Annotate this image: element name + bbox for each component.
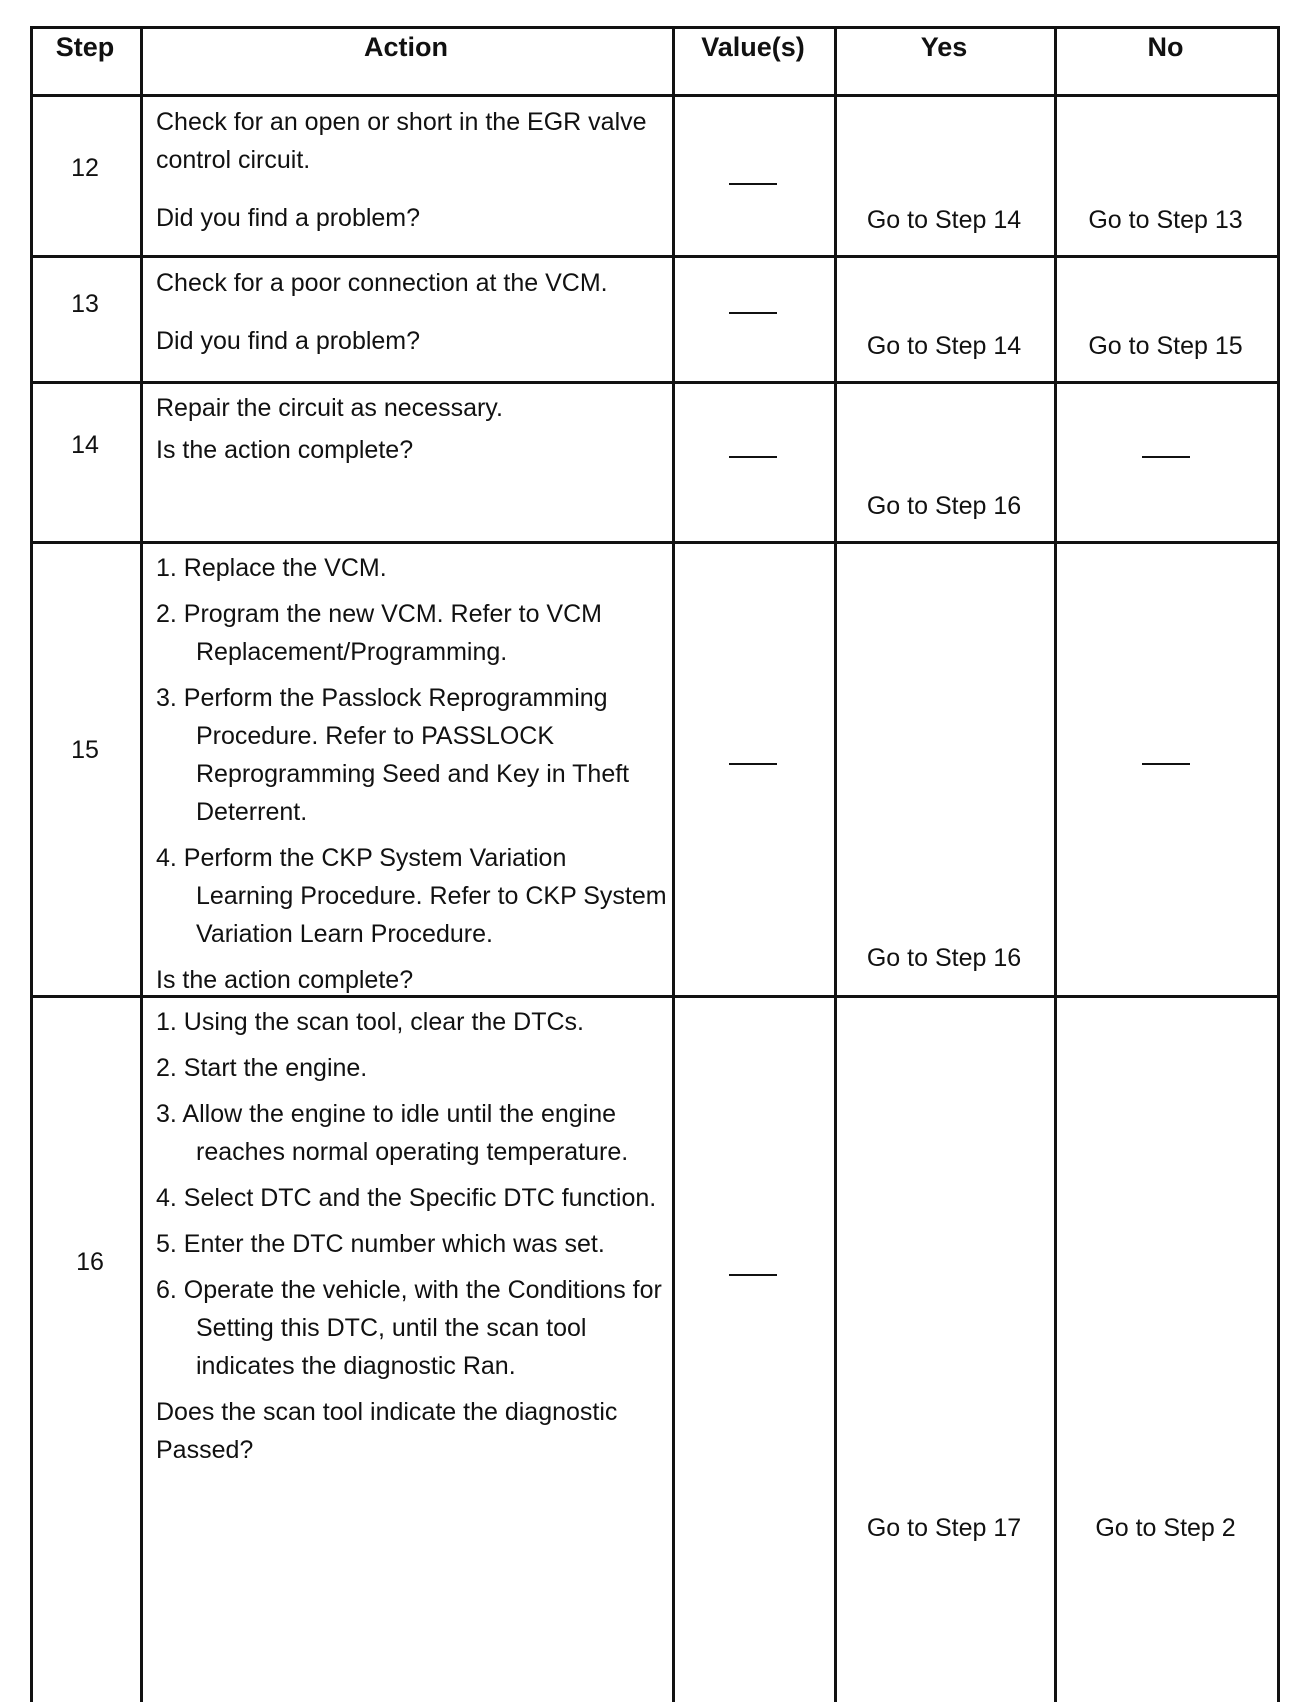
- action-text: Repair the circuit as necessary.: [156, 394, 503, 422]
- yes-goto: Go to Step 17: [866, 1514, 1022, 1542]
- action-question: Did you find a problem?: [156, 204, 421, 232]
- action-question: Is the action complete?: [156, 436, 414, 464]
- row-13-bottom-border: [30, 381, 1280, 384]
- column-divider-action: [672, 26, 675, 1702]
- header-yes: Yes: [920, 32, 968, 62]
- step-number: 13: [71, 290, 99, 318]
- header-action: Action: [364, 32, 448, 62]
- yes-goto: Go to Step 14: [866, 332, 1022, 360]
- action-cell: [156, 264, 668, 360]
- action-cell: [156, 103, 666, 237]
- value-dash: [729, 763, 777, 765]
- action-question: Did you find a problem?: [156, 327, 421, 355]
- action-step-item: 2. Start the engine.: [156, 1054, 368, 1082]
- no-goto: Go to Step 15: [1088, 332, 1243, 360]
- yes-goto: Go to Step 16: [866, 944, 1022, 972]
- action-step-item: 3. Perform the Passlock Reprogramming Procedure. Refer to PASSLOCK Reprogramming Seed and Key in Theft Deterrent.: [156, 684, 630, 826]
- action-step-item: 4. Perform the CKP System Variation Learning Procedure. Refer to CKP System Variation Learn Procedure.: [156, 844, 667, 948]
- action-question: Does the scan tool indicate the diagnostic Passed?: [156, 1398, 618, 1464]
- no-dash: [1142, 456, 1190, 458]
- value-dash: [729, 312, 777, 314]
- action-cell: [156, 549, 668, 999]
- header-bottom-border: [30, 94, 1280, 97]
- value-dash: [729, 1274, 777, 1276]
- action-step-item: 4. Select DTC and the Specific DTC function.: [156, 1184, 657, 1212]
- action-step-item: 6. Operate the vehicle, with the Conditions for Setting this DTC, until the scan tool indicates the diagnostic Ran.: [156, 1276, 662, 1380]
- action-cell: [156, 389, 666, 469]
- table-right-border: [1277, 26, 1280, 1702]
- value-dash: [729, 183, 777, 185]
- column-divider-step: [140, 26, 143, 1702]
- no-goto: Go to Step 13: [1088, 206, 1243, 234]
- action-step-item: 3. Allow the engine to idle until the engine reaches normal operating temperature.: [156, 1100, 629, 1166]
- column-divider-yes: [1054, 26, 1057, 1702]
- action-question: Is the action complete?: [156, 966, 414, 994]
- row-12-bottom-border: [30, 255, 1280, 258]
- header-step: Step: [55, 32, 115, 62]
- column-divider-values: [834, 26, 837, 1702]
- table-left-border: [30, 26, 33, 1702]
- value-dash: [729, 456, 777, 458]
- action-step-item: 1. Using the scan tool, clear the DTCs.: [156, 1008, 584, 1036]
- yes-goto: Go to Step 16: [866, 492, 1022, 520]
- table-top-border: [30, 26, 1280, 29]
- action-cell: [156, 1003, 668, 1469]
- yes-goto: Go to Step 14: [866, 206, 1022, 234]
- step-number: 12: [71, 154, 99, 182]
- step-number: 15: [71, 736, 99, 764]
- action-text: Check for a poor connection at the VCM.: [156, 269, 608, 297]
- action-step-item: 5. Enter the DTC number which was set.: [156, 1230, 605, 1258]
- step-number: 16: [76, 1248, 104, 1276]
- header-no: No: [1147, 32, 1184, 62]
- no-goto: Go to Step 2: [1095, 1514, 1236, 1542]
- action-step-item: 2. Program the new VCM. Refer to VCM Replacement/Programming.: [156, 600, 602, 666]
- action-step-item: 1. Replace the VCM.: [156, 554, 387, 582]
- no-dash: [1142, 763, 1190, 765]
- header-values: Value(s): [701, 32, 805, 62]
- diagnostic-table: [30, 26, 1280, 1702]
- row-14-bottom-border: [30, 541, 1280, 544]
- action-text: Check for an open or short in the EGR valve control circuit.: [156, 108, 647, 174]
- step-number: 14: [71, 431, 99, 459]
